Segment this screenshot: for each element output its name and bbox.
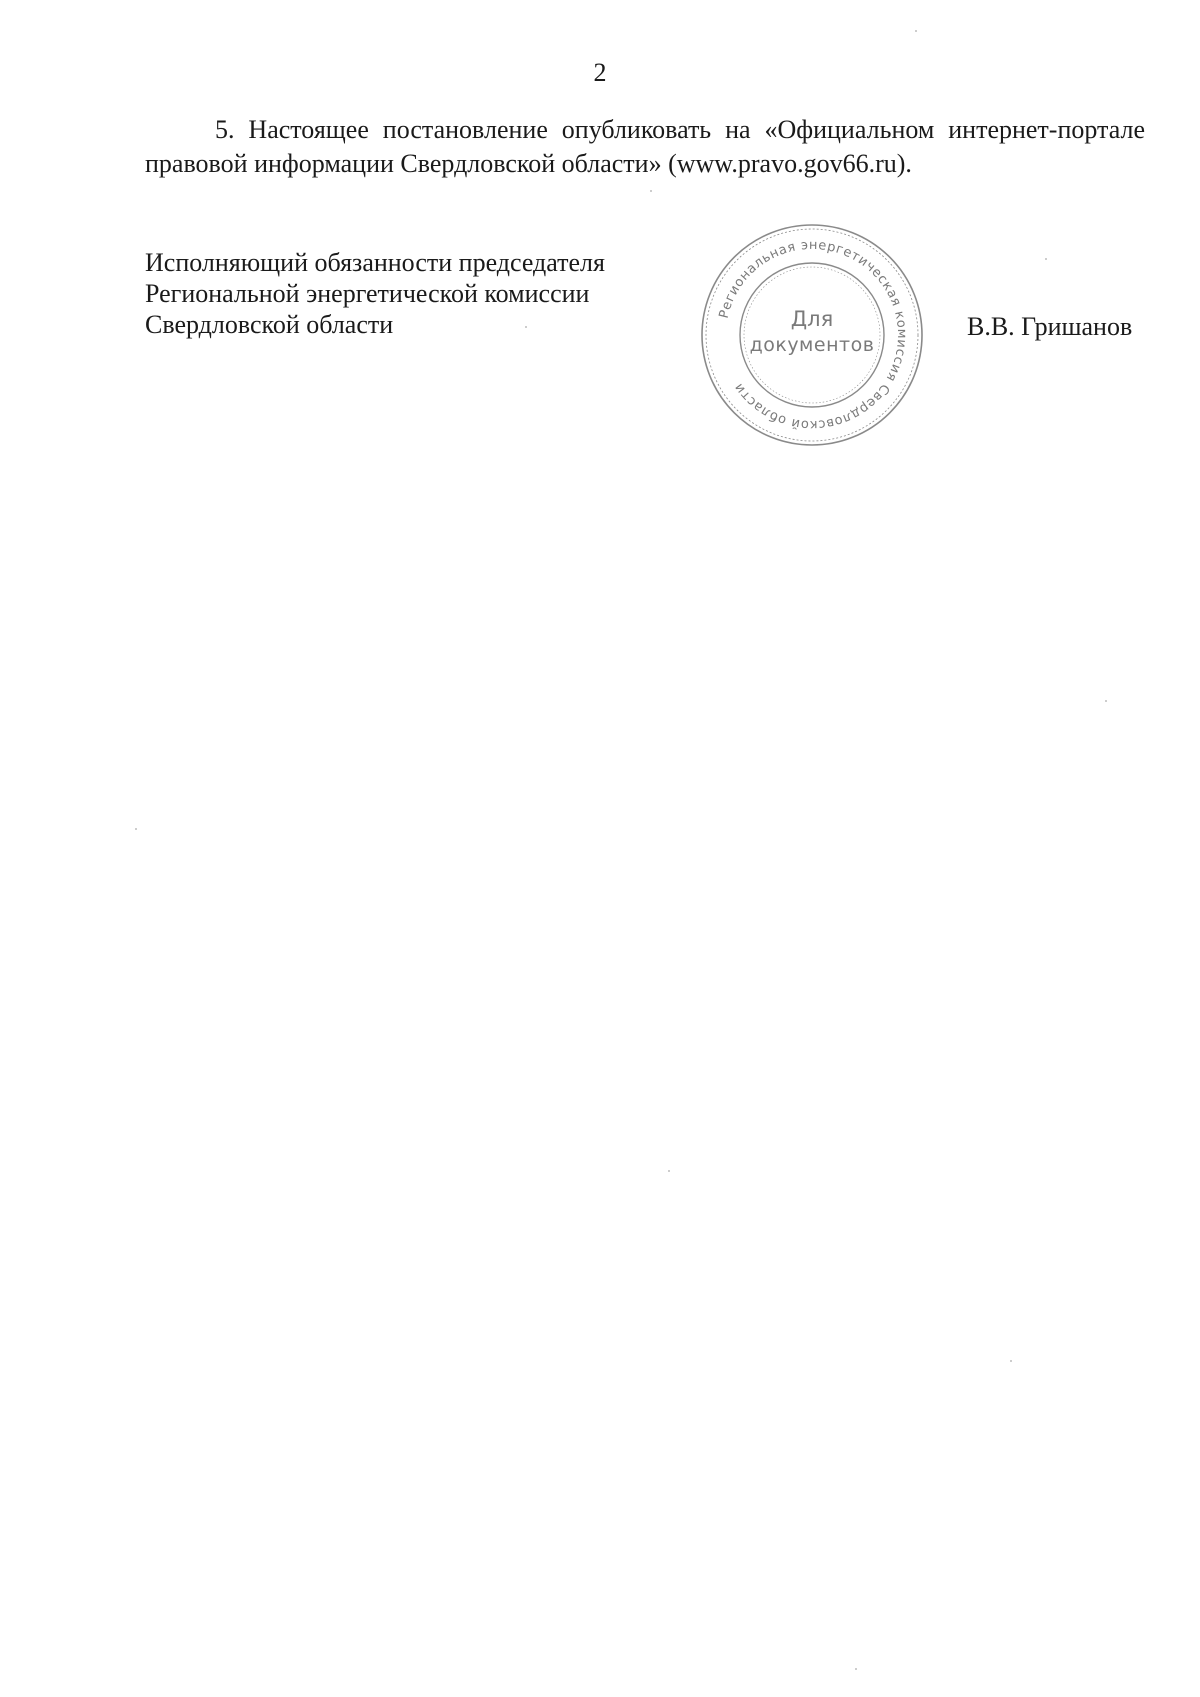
scan-artifact — [650, 190, 652, 192]
scan-artifact — [135, 828, 137, 830]
paragraph-5: 5. Настоящее постановление опубликовать на «Официальном интернет-портале правовой информации Свердловской области» (www.pravo.gov66.ru). — [145, 115, 1145, 178]
scan-artifact — [1045, 258, 1047, 260]
official-seal-stamp — [697, 220, 927, 450]
signatory-title-line-3: Свердловской области — [145, 310, 394, 339]
scan-artifact — [525, 326, 527, 328]
scan-artifact — [1010, 1360, 1012, 1362]
signatory-title — [145, 247, 685, 340]
scan-artifact — [1105, 700, 1107, 702]
signer-name: В.В. Гришанов — [967, 312, 1133, 341]
seal-center-line-1: Для — [790, 307, 834, 331]
seal-center-line-2: документов — [749, 334, 875, 356]
scan-artifact — [915, 30, 917, 32]
seal-outer-text-path: Региональная энергетическая комиссия Свердловской области — [716, 237, 910, 433]
page-number: 2 — [593, 58, 607, 87]
scan-artifact — [855, 1668, 857, 1670]
signatory-title-line-1: Исполняющий обязанности председателя — [145, 248, 605, 277]
scan-artifact — [668, 1170, 670, 1172]
signatory-title-line-2: Региональной энергетической комиссии — [145, 279, 590, 308]
